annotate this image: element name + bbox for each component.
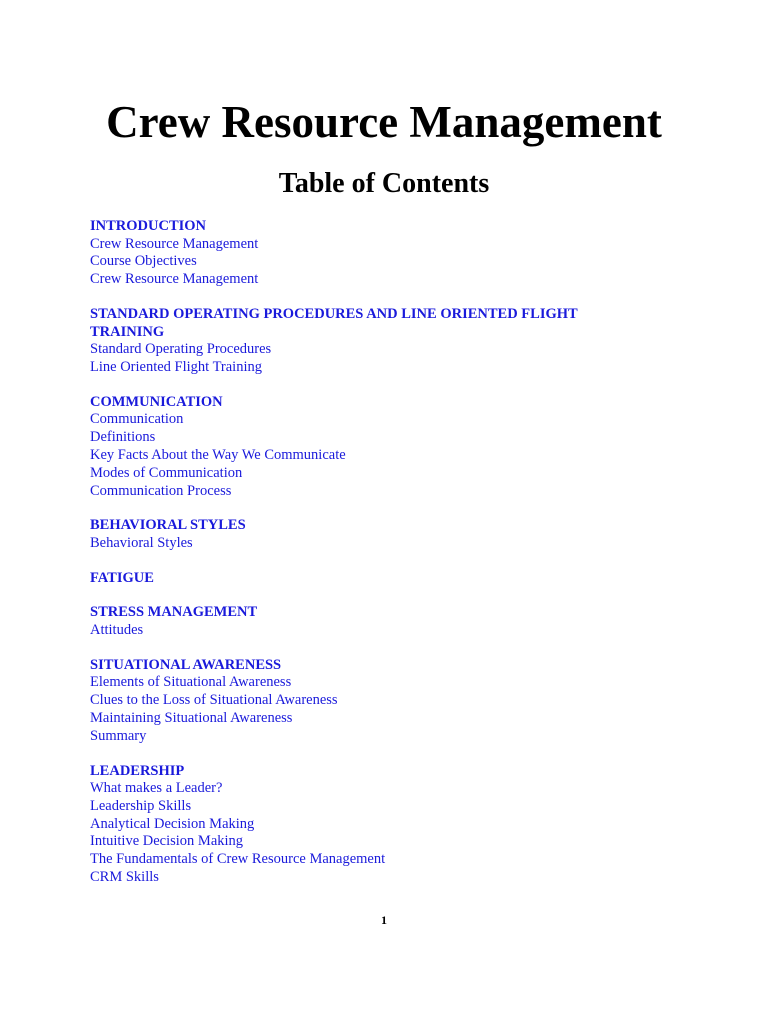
toc-heading: Table of Contents <box>278 168 490 199</box>
toc-section <box>90 657 650 746</box>
toc-section-link[interactable]: STRESS MANAGEMENT <box>90 604 258 621</box>
toc-entry-link[interactable]: Behavioral Styles <box>90 534 193 551</box>
toc-entry-link[interactable]: Modes of Communication <box>90 464 243 481</box>
toc-entry-link[interactable]: Key Facts About the Way We Communicate <box>90 446 346 463</box>
toc-entry-link[interactable]: Analytical Decision Making <box>90 815 255 832</box>
table-of-contents <box>90 218 650 904</box>
toc-section <box>90 517 650 552</box>
toc-section-link[interactable]: SITUATIONAL AWARENESS <box>90 656 282 673</box>
toc-entry-link[interactable]: CRM Skills <box>90 869 159 886</box>
toc-entry-link[interactable]: Summary <box>90 727 147 744</box>
toc-entry-link[interactable]: Maintaining Situational Awareness <box>90 709 293 726</box>
toc-entry-link[interactable]: Clues to the Loss of Situational Awareness <box>90 692 338 709</box>
toc-entry-link[interactable]: Elements of Situational Awareness <box>90 674 292 691</box>
toc-section <box>90 394 650 501</box>
toc-entry-link[interactable]: Intuitive Decision Making <box>90 833 244 850</box>
toc-entry-link[interactable]: Attitudes <box>90 621 144 638</box>
toc-section <box>90 570 650 588</box>
toc-entry-link[interactable]: Leadership Skills <box>90 797 192 814</box>
toc-section-link[interactable]: STANDARD OPERATING PROCEDURES AND LINE ORIENTED FLIGHT TRAINING <box>90 305 578 340</box>
toc-entry-link[interactable]: Communication <box>90 411 184 428</box>
toc-section-link[interactable]: INTRODUCTION <box>90 218 207 234</box>
toc-section <box>90 604 650 639</box>
toc-section <box>90 306 650 377</box>
toc-entry-link[interactable]: Crew Resource Management <box>90 235 259 252</box>
toc-section-link[interactable]: COMMUNICATION <box>90 393 223 410</box>
toc-entry-link[interactable]: Standard Operating Procedures <box>90 341 272 358</box>
toc-entry-link[interactable]: Definitions <box>90 429 156 446</box>
toc-entry-link[interactable]: Communication Process <box>90 482 232 499</box>
toc-entry-link[interactable]: Crew Resource Management <box>90 271 259 288</box>
toc-section-link[interactable]: FATIGUE <box>90 569 154 586</box>
toc-entry-link[interactable]: Line Oriented Flight Training <box>90 358 262 375</box>
toc-entry-link[interactable]: The Fundamentals of Crew Resource Management <box>90 851 386 868</box>
document-title: Crew Resource Management <box>106 97 662 147</box>
toc-section <box>90 218 650 289</box>
toc-entry-link[interactable]: Course Objectives <box>90 253 197 270</box>
toc-section <box>90 763 650 887</box>
toc-entry-link[interactable]: What makes a Leader? <box>90 780 223 797</box>
toc-section-link[interactable]: BEHAVIORAL STYLES <box>90 517 246 534</box>
toc-section-link[interactable]: LEADERSHIP <box>90 762 185 779</box>
page-number: 1 <box>381 913 387 927</box>
